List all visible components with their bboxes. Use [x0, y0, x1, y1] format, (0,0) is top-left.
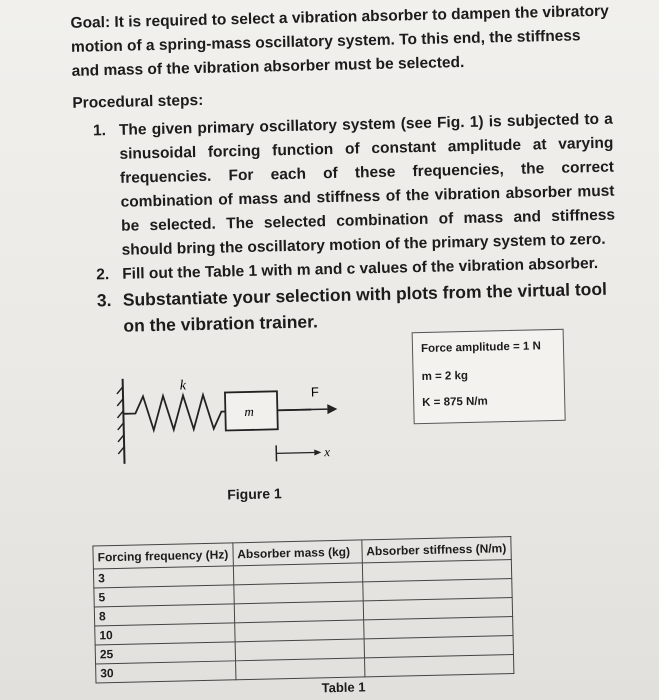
- displacement-arrowhead-icon: [314, 449, 321, 455]
- step-text: Fill out the Table 1 with m and c values of the vibration absorber.: [122, 254, 599, 283]
- force-arrowhead-icon: [327, 404, 337, 414]
- header-absorber-stiffness: Absorber stiffness (N/m): [362, 537, 512, 563]
- frequency-cell: 8: [94, 604, 234, 626]
- force-label: F: [310, 384, 320, 400]
- force-amplitude-text: Force amplitude = 1 N: [420, 340, 541, 356]
- table-caption: Table 1: [321, 679, 366, 696]
- step-number: 1.: [92, 122, 107, 140]
- frequency-cell: 5: [94, 585, 234, 607]
- header-forcing-frequency: Forcing frequency (Hz): [93, 543, 233, 569]
- step-item: [93, 108, 616, 264]
- absorber-table: [92, 536, 514, 683]
- step-text: Substantiate your selection with plots from the virtual tool on the vibration trainer.: [122, 278, 608, 336]
- wall-line: [123, 379, 125, 464]
- frequency-cell: 3: [93, 566, 233, 588]
- frequency-cell: 30: [96, 661, 236, 683]
- stiffness-value-text: K = 875 N/m: [422, 395, 488, 410]
- goal-paragraph: Goal: It is required to select a vibration absorber to dampen the vibratory motion of a spring-mass oscillatory system. To this end, the stiffness and mass of the vibration absorber must be selected.: [70, 2, 609, 80]
- mass-value-text: m = 2 kg: [421, 369, 469, 384]
- table-container: [92, 536, 514, 683]
- mass-cell[interactable]: [235, 658, 364, 680]
- stiffness-cell[interactable]: [364, 655, 513, 677]
- displacement-label: x: [324, 444, 331, 460]
- spring-mass-diagram: [114, 363, 366, 479]
- step-text: The given primary oscillatory system (see Fig. 1) is subjected to a sinusoidal forcing function of constant amplitude at varying frequencies. For each of these frequencies, the correct combination of mass and stiffness of the vibration absorber must be selected. The selected combination of mass and stiffness should bring the oscillatory motion of the primary system to zero.: [118, 110, 616, 259]
- step-number: 2.: [96, 266, 110, 284]
- mass-label: m: [244, 403, 254, 420]
- step-number: 3.: [96, 290, 112, 311]
- frequency-cell: 10: [95, 623, 235, 645]
- figure-caption: Figure 1: [227, 485, 282, 503]
- spring-label: k: [179, 378, 187, 394]
- paper-sheet: [66, 0, 652, 700]
- displacement-arrow-line: [276, 452, 314, 453]
- spring-icon: [123, 393, 312, 431]
- header-absorber-mass: Absorber mass (kg): [233, 540, 362, 566]
- procedural-steps-list: [93, 108, 618, 340]
- procedure-heading: Procedural steps:: [72, 91, 204, 112]
- parameters-box: [412, 329, 566, 424]
- frequency-cell: 25: [95, 642, 235, 664]
